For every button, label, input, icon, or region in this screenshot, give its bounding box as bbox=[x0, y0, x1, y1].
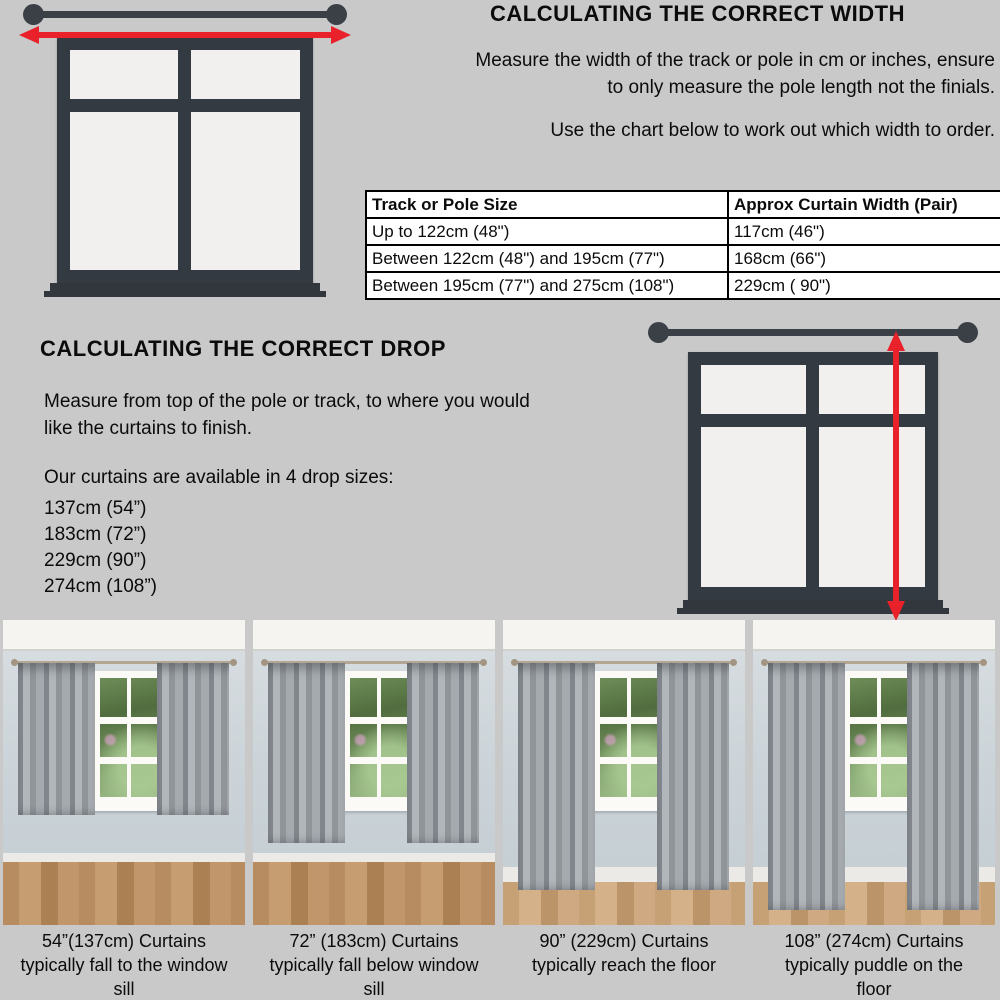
width-intro-line-2: to only measure the pole length not the finials. bbox=[607, 77, 995, 98]
drop-body-line-2: like the curtains to finish. bbox=[44, 418, 253, 439]
example-caption-72 bbox=[253, 929, 495, 1000]
curtain-pole bbox=[658, 329, 968, 336]
window-pane bbox=[191, 50, 300, 99]
caption-text: 90” (229cm) Curtains typically reach the floor bbox=[531, 931, 717, 975]
drop-size-item: 274cm (108”) bbox=[44, 576, 157, 597]
window-mullion bbox=[627, 678, 631, 797]
table-cell: Between 122cm (48") and 195cm (77") bbox=[366, 245, 728, 272]
window-pane bbox=[701, 427, 806, 587]
photo-window bbox=[345, 671, 413, 804]
curtain-example-photo-108 bbox=[753, 620, 995, 925]
window-bar bbox=[350, 717, 407, 724]
caption-text: 72” (183cm) Curtains typically fall below window sill bbox=[269, 931, 479, 999]
window-frame bbox=[57, 37, 313, 283]
curtain-example-photo-54 bbox=[3, 620, 245, 925]
width-measure-illustration bbox=[18, 2, 352, 302]
width-intro-line-1: Measure the width of the track or pole in cm or inches, ensure bbox=[475, 50, 995, 71]
ceiling bbox=[253, 620, 495, 651]
window-bar bbox=[850, 717, 907, 724]
window-pane bbox=[191, 112, 300, 270]
curtain-example-photo-72 bbox=[253, 620, 495, 925]
size-chart-table bbox=[365, 190, 1000, 300]
example-caption-54 bbox=[3, 929, 245, 1000]
window-bar bbox=[100, 757, 157, 764]
pole-finial-left bbox=[23, 4, 44, 25]
pole-finial-left bbox=[648, 322, 669, 343]
window-bar bbox=[600, 757, 657, 764]
width-arrow-icon bbox=[18, 24, 352, 46]
drop-arrow-icon bbox=[878, 330, 914, 622]
curtain-example-photo-90 bbox=[503, 620, 745, 925]
caption-text: 108” (274cm) Curtains typically puddle on the floor bbox=[784, 931, 964, 999]
garden-view bbox=[600, 678, 657, 797]
window-sill-base bbox=[44, 291, 326, 297]
window-bar bbox=[100, 717, 157, 724]
pole-finial-right bbox=[326, 4, 347, 25]
photo-window bbox=[95, 671, 163, 804]
table-row bbox=[366, 218, 1000, 245]
table-header-row bbox=[366, 191, 1000, 218]
window-mullion bbox=[127, 678, 131, 797]
curtain-pole bbox=[33, 11, 337, 18]
curtain-panel-left bbox=[768, 663, 845, 910]
curtain-panel-left bbox=[18, 663, 95, 816]
curtain-panel-left bbox=[518, 663, 595, 890]
window-mullion bbox=[377, 678, 381, 797]
window-bar bbox=[850, 757, 907, 764]
table-cell: 168cm (66") bbox=[728, 245, 1000, 272]
drop-measure-illustration bbox=[648, 322, 988, 624]
drop-section-title: CALCULATING THE CORRECT DROP bbox=[40, 336, 446, 361]
ceiling bbox=[3, 620, 245, 651]
drop-section-body bbox=[44, 388, 644, 442]
garden-view bbox=[350, 678, 407, 797]
drop-sizes-intro: Our curtains are available in 4 drop sizes: bbox=[44, 467, 394, 488]
curtain-panel-right bbox=[657, 663, 730, 890]
curtain-panel-right bbox=[157, 663, 230, 816]
drop-size-item: 229cm (90”) bbox=[44, 550, 147, 571]
window-sill bbox=[50, 283, 320, 291]
curtain-panel-right bbox=[407, 663, 480, 843]
table-row bbox=[366, 272, 1000, 299]
ceiling bbox=[503, 620, 745, 651]
width-section-intro bbox=[360, 47, 995, 101]
photo-window bbox=[845, 671, 913, 804]
table-header-pole-size: Track or Pole Size bbox=[366, 191, 728, 218]
garden-view bbox=[100, 678, 157, 797]
drop-size-item: 137cm (54”) bbox=[44, 498, 147, 519]
drop-size-item: 183cm (72”) bbox=[44, 524, 147, 545]
table-cell: 229cm ( 90") bbox=[728, 272, 1000, 299]
caption-text: 54”(137cm) Curtains typically fall to the window sill bbox=[20, 931, 228, 999]
curtain-panel-left bbox=[268, 663, 345, 843]
window-bar bbox=[350, 757, 407, 764]
width-section-title: CALCULATING THE CORRECT WIDTH bbox=[490, 1, 905, 26]
table-cell: Between 195cm (77") and 275cm (108") bbox=[366, 272, 728, 299]
table-cell: 117cm (46") bbox=[728, 218, 1000, 245]
example-caption-108 bbox=[753, 929, 995, 1000]
table-row bbox=[366, 245, 1000, 272]
ceiling bbox=[753, 620, 995, 651]
photo-window bbox=[595, 671, 663, 804]
wood-floor bbox=[253, 862, 495, 925]
example-caption-90 bbox=[503, 929, 745, 977]
window-bar bbox=[600, 717, 657, 724]
garden-view bbox=[850, 678, 907, 797]
table-cell: Up to 122cm (48") bbox=[366, 218, 728, 245]
pole-finial-right bbox=[957, 322, 978, 343]
window-pane bbox=[701, 365, 806, 414]
wood-floor bbox=[3, 862, 245, 925]
window-pane bbox=[70, 112, 178, 270]
curtain-panel-right bbox=[907, 663, 980, 910]
table-header-curtain-width: Approx Curtain Width (Pair) bbox=[728, 191, 1000, 218]
window-mullion bbox=[877, 678, 881, 797]
window-pane bbox=[70, 50, 178, 99]
width-chart-hint: Use the chart below to work out which width to order. bbox=[550, 120, 995, 141]
drop-sizes-list bbox=[44, 496, 344, 600]
drop-body-line-1: Measure from top of the pole or track, to where you would bbox=[44, 391, 530, 412]
